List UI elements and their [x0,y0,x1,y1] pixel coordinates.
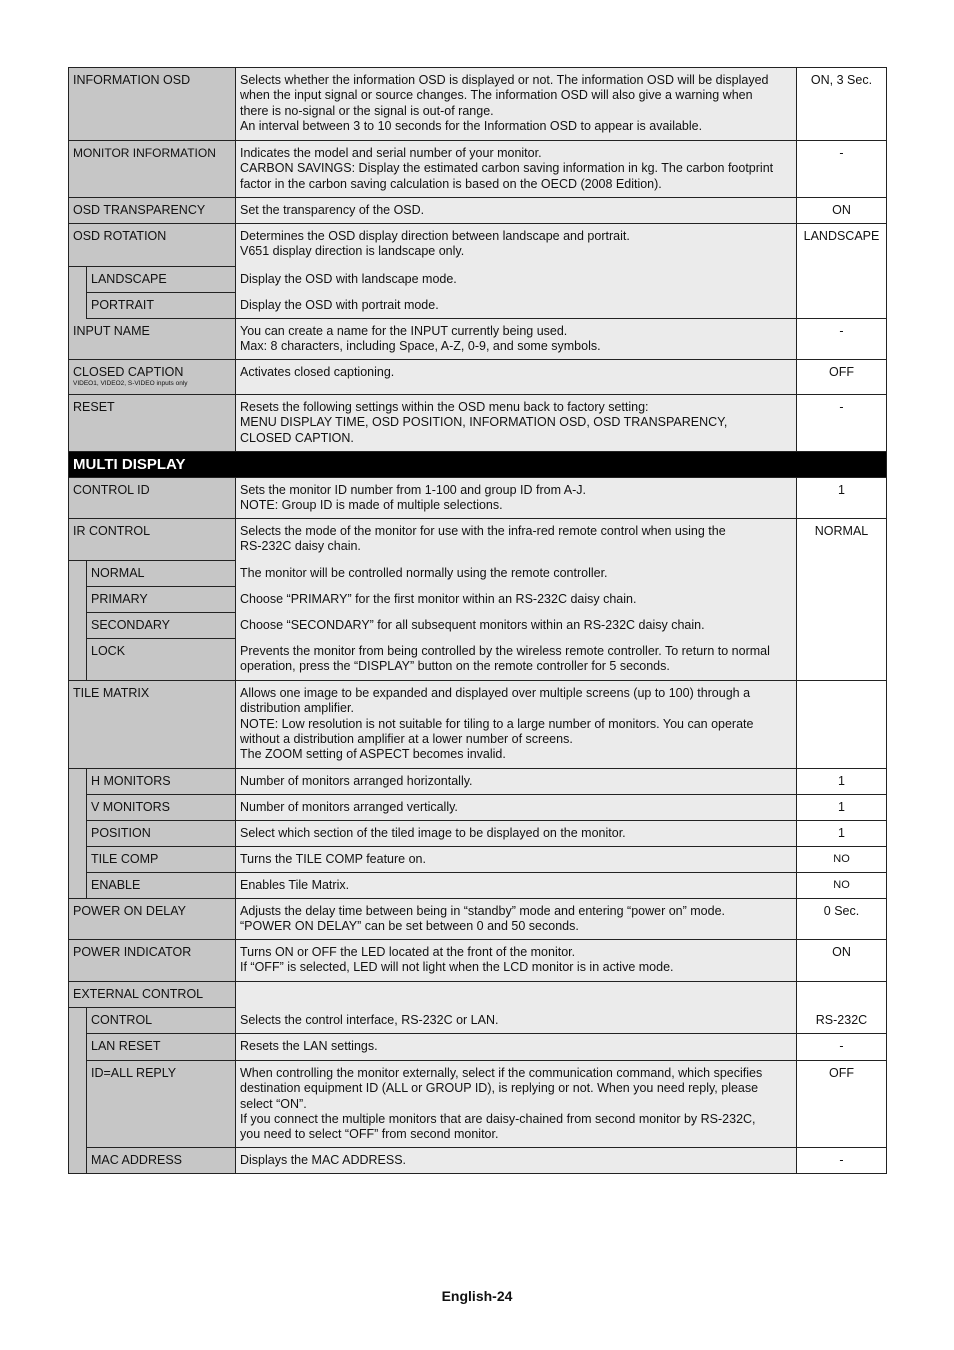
setting-name: POWER ON DELAY [69,899,236,940]
sub-setting-name: LANDSCAPE [87,267,236,293]
indent-strip [69,1008,87,1174]
setting-description [236,198,797,224]
sub-setting-description [236,561,797,587]
setting-default: - [797,141,887,198]
description-line: Set the transparency of the OSD. [240,203,425,217]
description-line: Adjusts the delay time between being in “standby” mode and entering “power on” mode. [240,904,726,918]
sub-setting-default: - [797,1034,887,1061]
description-line: Choose “SECONDARY” for all subsequent monitors within an RS-232C daisy chain. [240,618,705,632]
setting-description [236,224,797,267]
setting-default: 0 Sec. [797,899,887,940]
default-column [797,681,887,899]
table-row [69,899,887,940]
description-line: Determines the OSD display direction between landscape and portrait. [240,229,630,243]
setting-name: TILE MATRIX [69,681,236,769]
description-line: Resets the LAN settings. [240,1039,378,1053]
setting-default: 1 [797,478,887,519]
name-column [69,224,236,319]
table-row-group [69,519,887,681]
indent-strip [69,561,87,681]
description-line: destination equipment ID (ALL or GROUP ID), is replying or not. When you need reply, please [240,1081,759,1096]
sub-setting-description [236,1148,797,1174]
description-line: Select which section of the tiled image to be displayed on the monitor. [240,826,626,840]
description-line: Number of monitors arranged horizontally. [240,774,473,788]
sub-setting-description [236,1034,797,1061]
setting-name: IR CONTROL [69,519,236,561]
description-line: Display the OSD with portrait mode. [240,298,439,312]
description-line: Enables Tile Matrix. [240,878,350,892]
setting-name: INFORMATION OSD [69,68,236,141]
description-line: You can create a name for the INPUT currently being used. [240,324,568,338]
sub-setting-default: 1 [797,795,887,821]
table-row [69,478,887,519]
setting-name: POWER INDICATOR [69,940,236,982]
description-line: CARBON SAVINGS: Display the estimated carbon saving information in kg. The carbon footprint [240,161,774,176]
description-line: Resets the following settings within the OSD menu back to factory setting: [240,400,649,414]
description-column [236,519,797,681]
description-line: select “ON”. [240,1096,307,1111]
description-line: Selects the control interface, RS-232C or LAN. [240,1013,499,1027]
sub-setting-name: H MONITORS [87,769,236,795]
description-line: operation, press the “DISPLAY” button on the remote controller for 5 seconds. [240,659,670,674]
description-column [236,982,797,1174]
setting-default: ON, 3 Sec. [797,68,887,141]
table-row-group [69,224,887,319]
table-row-group [69,982,887,1174]
setting-name: MONITOR INFORMATION [69,141,236,198]
sub-setting-description [236,613,797,639]
setting-description [236,68,797,141]
setting-description [236,141,797,198]
sub-setting-name: LOCK [87,639,236,681]
description-column [236,224,797,319]
sub-setting-default: NO [797,873,887,899]
sub-setting-name: LAN RESET [87,1034,236,1061]
description-line: Allows one image to be expanded and displayed over multiple screens (up to 100) through a [240,686,751,700]
section-header: MULTI DISPLAY [69,452,887,478]
setting-description [236,982,797,1008]
description-line: distribution amplifier. [240,701,354,716]
setting-default: OFF [797,360,887,395]
setting-name-cell [69,360,236,395]
setting-name: RESET [69,395,236,452]
description-line: Selects the mode of the monitor for use with the infra-red remote control when using the [240,524,726,538]
description-line: Indicates the model and serial number of your monitor. [240,146,542,160]
description-line: without a distribution amplifier at a lower number of screens. [240,731,573,746]
description-line: “POWER ON DELAY” can be set between 0 and 50 seconds. [240,919,579,934]
setting-description [236,360,797,395]
sub-setting-default: OFF [797,1061,887,1148]
description-line: Selects whether the information OSD is displayed or not. The information OSD will be displayed [240,73,769,87]
description-line: Choose “PRIMARY” for the first monitor within an RS-232C daisy chain. [240,592,637,606]
setting-default: LANDSCAPE [797,224,887,319]
sub-setting-description [236,293,797,319]
setting-name: CONTROL ID [69,478,236,519]
setting-name: CLOSED CAPTION [73,365,184,379]
setting-description [236,899,797,940]
setting-default [797,982,887,1008]
sub-setting-description [236,821,797,847]
setting-name: OSD TRANSPARENCY [69,198,236,224]
table-row [69,141,887,198]
table-row [69,319,887,360]
sub-setting-name: ENABLE [87,873,236,899]
description-line: when the input signal or source changes. The information OSD will also give a warning when [240,88,753,103]
name-column [69,519,236,681]
description-line: The ZOOM setting of ASPECT becomes invalid. [240,747,506,762]
sub-setting-name: PORTRAIT [87,293,236,319]
setting-description [236,395,797,452]
description-line: The monitor will be controlled normally using the remote controller. [240,566,608,580]
sub-setting-name: CONTROL [87,1008,236,1034]
setting-note: VIDEO1, VIDEO2, S-VIDEO inputs only [73,380,188,388]
sub-setting-description [236,267,797,293]
sub-setting-description [236,873,797,899]
sub-setting-default: RS-232C [797,1008,887,1034]
indent-strip [69,769,87,899]
setting-default: ON [797,940,887,982]
description-column [236,681,797,899]
table-row [69,360,887,395]
table-row [69,198,887,224]
description-line: Activates closed captioning. [240,365,395,379]
sub-setting-name: SECONDARY [87,613,236,639]
table-row [69,68,887,141]
description-line: CLOSED CAPTION. [240,430,354,445]
sub-setting-default: - [797,1148,887,1174]
sub-setting-default: NO [797,847,887,873]
description-line: Sets the monitor ID number from 1-100 and group ID from A-J. [240,483,586,497]
sub-setting-default: 1 [797,821,887,847]
sub-setting-name: POSITION [87,821,236,847]
description-line: MENU DISPLAY TIME, OSD POSITION, INFORMATION OSD, OSD TRANSPARENCY, [240,415,728,430]
description-line: V651 display direction is landscape only. [240,244,465,259]
settings-table [68,67,887,1174]
description-line: When controlling the monitor externally, select if the communication command, which specifies [240,1066,763,1080]
setting-name: EXTERNAL CONTROL [69,982,236,1008]
setting-default [797,681,887,769]
sub-setting-description [236,1061,797,1148]
sub-setting-name: MAC ADDRESS [87,1148,236,1174]
setting-default: - [797,395,887,452]
setting-description [236,940,797,982]
sub-setting-default: 1 [797,769,887,795]
setting-default: NORMAL [797,519,887,681]
sub-setting-name: TILE COMP [87,847,236,873]
default-column [797,982,887,1174]
description-line: factor in the carbon saving calculation is based on the OECD (2008 Edition). [240,176,662,191]
description-line: Max: 8 characters, including Space, A-Z, 0-9, and some symbols. [240,339,601,354]
sub-setting-description [236,769,797,795]
indent-strip [69,267,87,319]
sub-setting-description [236,795,797,821]
sub-setting-name: ID=ALL REPLY [87,1061,236,1148]
table-row [69,940,887,982]
description-line: RS-232C daisy chain. [240,539,361,554]
sub-setting-name: V MONITORS [87,795,236,821]
description-line: Prevents the monitor from being controlled by the wireless remote controller. To return to normal [240,644,770,658]
description-line: there is no-signal or the signal is out-of range. [240,103,494,118]
setting-default: ON [797,198,887,224]
description-line: NOTE: Low resolution is not suitable for tiling to a large number of monitors. You can operate [240,716,754,731]
table-row [69,395,887,452]
sub-setting-name: NORMAL [87,561,236,587]
description-line: you need to select “OFF” from second monitor. [240,1127,499,1142]
description-line: Turns ON or OFF the LED located at the front of the monitor. [240,945,576,959]
setting-description [236,478,797,519]
sub-setting-description [236,847,797,873]
name-column [69,681,236,899]
description-line: Displays the MAC ADDRESS. [240,1153,407,1167]
sub-setting-description [236,587,797,613]
description-line: An interval between 3 to 10 seconds for the Information OSD to appear is available. [240,118,703,133]
sub-setting-description [236,639,797,681]
description-line: Turns the TILE COMP feature on. [240,852,426,866]
table-row-group [69,681,887,899]
setting-description [236,319,797,360]
description-line: NOTE: Group ID is made of multiple selections. [240,498,503,513]
page-footer: English-24 [441,1288,513,1304]
setting-name: OSD ROTATION [69,224,236,267]
description-line: If you connect the multiple monitors that are daisy-chained from second monitor by RS-232C, [240,1111,756,1126]
sub-setting-description [236,1008,797,1034]
description-line: Number of monitors arranged vertically. [240,800,458,814]
description-line: Display the OSD with landscape mode. [240,272,457,286]
setting-description [236,681,797,769]
setting-default: - [797,319,887,360]
sub-setting-name: PRIMARY [87,587,236,613]
description-line: If “OFF” is selected, LED will not light when the LCD monitor is in active mode. [240,960,674,975]
name-column [69,982,236,1174]
setting-description [236,519,797,561]
setting-name: INPUT NAME [69,319,236,360]
